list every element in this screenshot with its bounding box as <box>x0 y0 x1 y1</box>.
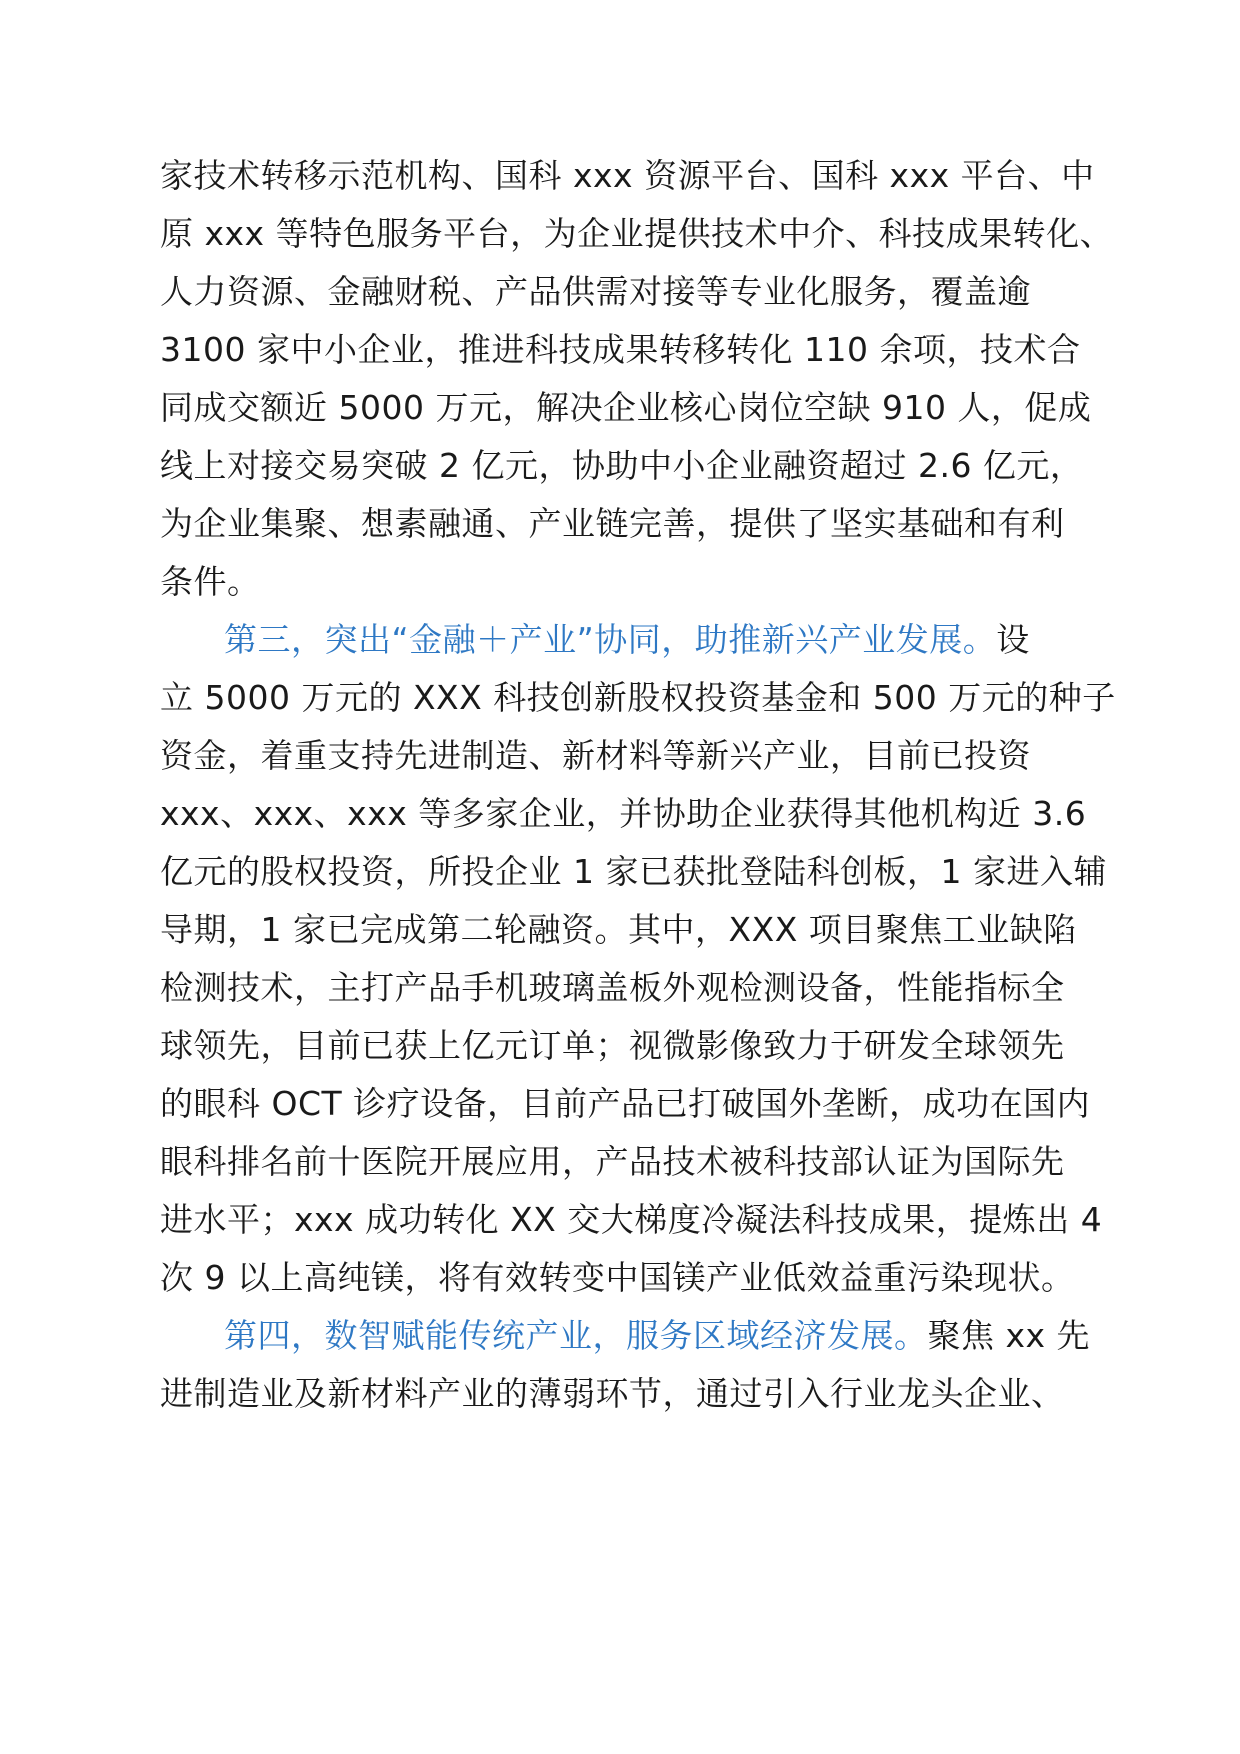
paragraph-line: 检测技术，主打产品手机玻璃盖板外观检测设备，性能指标全 <box>160 968 1065 1007</box>
paragraph-text: 聚焦 xx 先 <box>927 1316 1091 1355</box>
paragraph-first-line <box>224 1316 1120 1356</box>
paragraph-first-line <box>224 620 1120 660</box>
paragraph-line: 人力资源、金融财税、产品供需对接等专业化服务，覆盖逾 <box>160 272 1031 311</box>
paragraph-line: 进制造业及新材料产业的薄弱环节，通过引入行业龙头企业、 <box>160 1374 1065 1413</box>
section-heading-3: 第三，突出“金融＋产业”协同，助推新兴产业发展。 <box>224 620 997 659</box>
paragraph-line: 线上对接交易突破 2 亿元，协助中小企业融资超过 2.6 亿元， <box>160 446 1084 485</box>
paragraph-line: 同成交额近 5000 万元，解决企业核心岗位空缺 910 人，促成 <box>160 388 1092 427</box>
paragraph-line: 条件。 <box>160 562 261 601</box>
paragraph-line: 导期，1 家已完成第二轮融资。其中，XXX 项目聚焦工业缺陷 <box>160 910 1077 949</box>
paragraph-line: 原 xxx 等特色服务平台，为企业提供技术中介、科技成果转化、 <box>160 214 1114 253</box>
paragraph-line: 为企业集聚、想素融通、产业链完善，提供了坚实基础和有利 <box>160 504 1065 543</box>
paragraph-line: 球领先，目前已获上亿元订单；视微影像致力于研发全球领先 <box>160 1026 1065 1065</box>
section-heading-4: 第四，数智赋能传统产业，服务区域经济发展。 <box>224 1316 928 1355</box>
paragraph-line: 次 9 以上高纯镁，将有效转变中国镁产业低效益重污染现状。 <box>160 1258 1075 1297</box>
paragraph-line: 的眼科 OCT 诊疗设备，目前产品已打破国外垄断，成功在国内 <box>160 1084 1091 1123</box>
paragraph-line: 立 5000 万元的 XXX 科技创新股权投资基金和 500 万元的种子 <box>160 678 1116 717</box>
paragraph-line: 亿元的股权投资，所投企业 1 家已获批登陆科创板，1 家进入辅 <box>160 852 1107 891</box>
paragraph-line: 眼科排名前十医院开展应用，产品技术被科技部认证为国际先 <box>160 1142 1065 1181</box>
paragraph-line: 资金，着重支持先进制造、新材料等新兴产业，目前已投资 <box>160 736 1031 775</box>
paragraph-text: 设 <box>996 620 1030 659</box>
paragraph-line: 家技术转移示范机构、国科 xxx 资源平台、国科 xxx 平台、中 <box>160 156 1095 195</box>
paragraph-line: 3100 家中小企业，推进科技成果转移转化 110 余项，技术合 <box>160 330 1081 369</box>
paragraph-line: xxx、xxx、xxx 等多家企业，并协助企业获得其他机构近 3.6 <box>160 794 1087 833</box>
paragraph-line: 进水平；xxx 成功转化 XX 交大梯度冷凝法科技成果，提炼出 4 <box>160 1200 1103 1239</box>
